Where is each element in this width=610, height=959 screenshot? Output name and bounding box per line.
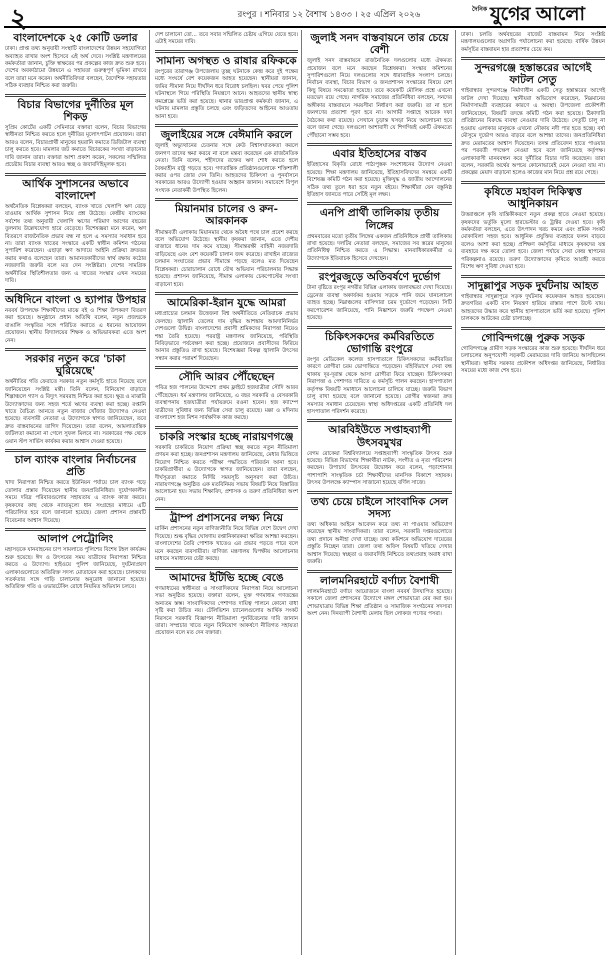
article (155, 426, 298, 505)
article-headline: আরবিইউতে সপ্তাহব্যাপী উৎসবমুখর (328, 424, 431, 449)
article-body: লালমনিরহাটে বর্ণাঢ্য আয়োজনে বাংলা নববর্ষ উদযাপিত হয়েছে। সকালে জেলা প্রশাসনের উদ্যোগে মঙ্গল শোভাযাত্রা বের করা হয়। শোভাযাত্রায় বিভিন্ন শিক্ষা প্রতিষ্ঠান ও সামাজিক সংগঠনের সদস্যরা অংশ নেন। দিনব্যাপী বৈশাখী মেলায় ছিল লোকজ পণ্যের পসরা। (307, 588, 452, 618)
article-headline: জুলাইয়ের সঙ্গে বেঈমানি করলে (160, 129, 293, 142)
article-body: পবিত্র হজ পালনের উদ্দেশ্যে প্রথম ফ্লাইটে হজযাত্রীরা সৌদি আরব পৌঁছেছেন। ধর্ম মন্ত্রণালয় জানিয়েছে, এ বছর সরকারি ও বেসরকারি ব্যবস্থাপনায় হজযাত্রীরা পর্যায়ক্রমে রওনা হবেন। হজ ক্যাম্পে যাত্রীদের সুবিধার জন্য বিভিন্ন সেবা চালু রয়েছে। মক্কা ও মদিনায় বাংলাদেশ হজ মিশন সার্বক্ষণিক কাজ করছে। (155, 385, 298, 422)
article-headline: বিচার বিভাগের দুর্নীতির মূল শিকড় (17, 98, 134, 123)
article-headline: তথ্য চেয়ে চাইলে সাংবাদিক সেল সদস্য (310, 495, 449, 520)
article-body: খাদ্য নিরাপত্তা নিশ্চিত করতে ইউনিয়ন পর্যায়ে চাল ব্যাংক গড়ে তোলার প্রস্তাব দিয়েছেন স্থানীয় জনপ্রতিনিধিরা। দুর্যোগকালীন সময়ে দরিদ্র পরিবারগুলোর সহায়তায় এ ব্যাংক কাজ করবে। কৃষকদের কাছ থেকে ন্যায্যমূল্যে ধান সংগ্রহের মাধ্যমে এটি পরিচালিত হবে বলে জানানো হয়েছে। জেলা প্রশাসন প্রস্তাবটি বিবেচনার আশ্বাস দিয়েছে। (5, 480, 146, 524)
article (5, 449, 146, 525)
article-body: তথ্য অধিকার আইনে আবেদন করে তথ্য না পাওয়ার অভিযোগ করেছেন স্থানীয় সাংবাদিকরা। তারা বলেন, সরকারি দপ্তরগুলোতে তথ্য প্রদানে অনীহা দেখা যাচ্ছে। তথ্য কমিশনে অভিযোগ দায়েরের প্রস্তুতি নিচ্ছেন তারা। জেলা তথ্য অফিস বিষয়টি খতিয়ে দেখার আশ্বাস দিয়েছে। স্বচ্ছতা ও জবাবদিহি নিশ্চিতে তথ্যপ্রবাহ অবাধ রাখা জরুরি। (307, 521, 452, 566)
article (155, 292, 298, 363)
article (307, 326, 452, 417)
article-body: মহাসড়কে যানবাহনের চাপ সামলাতে পুলিশের বিশেষ টহল কার্যক্রম শুরু হয়েছে। ঈদ ও উৎসবের সময় যাত্রীদের নিরাপত্তা নিশ্চিত করতে এ উদ্যোগ। হাইওয়ে পুলিশ জানিয়েছে, দুর্ঘটনাপ্রবণ এলাকাগুলোতে অতিরিক্ত সদস্য মোতায়েন করা হয়েছে। চালকদের সতর্কতার সঙ্গে গাড়ি চালানোর অনুরোধ জানানো হয়েছে। অতিরিক্ত গতি ও ওভারটেকিং রোধে নিয়মিত অভিযান চলবে। (5, 547, 146, 591)
masthead (4, 2, 606, 34)
article-headline: চিকিৎসকদের কর্মবিরতিতে ভোগান্তি রংপুরে (325, 330, 434, 355)
article-headline: বাংলাদেশকে ২৫ কোটি ডলার (13, 32, 138, 44)
article-headline: গোবিন্দগঞ্জে পুরুক সড়ক (481, 331, 585, 344)
article (155, 507, 298, 563)
brand-prefix: দৈনিক (472, 6, 488, 13)
article-headline: সৌদি আরব পৌঁছেছেন (178, 371, 275, 384)
newspaper-logo (472, 2, 602, 24)
article-body: সুপ্রিম কোর্টের একটি সেমিনারে বক্তারা বলেন, বিচার বিভাগের স্বাধীনতা নিশ্চিত করতে হলে দুর্নীতির মূলোৎপাটন প্রয়োজন। তারা আরও বলেন, বিচারপ্রার্থী মানুষের হয়রানি কমাতে ডিজিটাল ব্যবস্থা চালু করতে হবে। মামলার জট কমাতে বিচারকের সংখ্যা বাড়ানোর দাবি জানান তারা। বক্তারা আশা প্রকাশ করেন, সকলের সম্মিলিত প্রচেষ্টায় বিচার ব্যবস্থা আরও স্বচ্ছ ও জবাবদিহিমূলক হবে। (5, 124, 146, 169)
article-body: সরকারি চাকরিতে নিয়োগ প্রক্রিয়া স্বচ্ছ করতে নতুন নীতিমালা প্রণয়ন করা হচ্ছে। জনপ্রশাসন মন্ত্রণালয় জানিয়েছে, মেধার ভিত্তিতে নিয়োগ নিশ্চিত করতে পরীক্ষা পদ্ধতিতে পরিবর্তন আনা হবে। চাকরিপ্রার্থীরা এ উদ্যোগকে স্বাগত জানিয়েছেন। তারা বলছেন, দীর্ঘসূত্রতা কমাতে নির্দিষ্ট সময়সূচি অনুসরণ করা উচিত। নারায়ণগঞ্জে অনুষ্ঠিত এক মতবিনিময় সভায় বিষয়টি নিয়ে বিস্তারিত আলোচনা হয়। সভায় শিক্ষাবিদ, প্রশাসক ও তরুণ প্রতিনিধিরা অংশ নেন। (155, 444, 298, 503)
article (307, 32, 452, 140)
article-body: ঢাকা। চলতি অর্থবছরের বাজেট বাস্তবায়ন নিয়ে সংশ্লিষ্ট মন্ত্রণালয়গুলোর অগ্রগতি পর্যালোচনা করা হয়েছে। বার্ষিক উন্নয়ন কর্মসূচির বাস্তবায়ন হার প্রত্যাশার চেয়ে কম। (461, 32, 605, 53)
article-body: উত্তরাঞ্চলে কৃষি যান্ত্রিকীকরণে নতুন প্রকল্প হাতে নেওয়া হয়েছে। কৃষকদের ভর্তুকি মূল্যে হারভেস্টার ও ট্রাক্টর দেওয়া হবে। কৃষি কর্মকর্তারা বলছেন, এতে উৎপাদন খরচ কমবে এবং শ্রমিক সংকট মোকাবিলা সহজ হবে। আধুনিক প্রযুক্তির ব্যবহারে ফলন বাড়বে বলেও আশা করা হচ্ছে। প্রশিক্ষণ কর্মসূচির মাধ্যমে কৃষকদের যন্ত্র ব্যবহারে দক্ষ করে তোলা হবে। জেলা পর্যায়ে সেবা কেন্দ্র স্থাপনের পরিকল্পনাও রয়েছে। তরুণ উদ্যোক্তাদের কৃষিতে আগ্রহী করতে বিশেষ ঋণ সুবিধা দেওয়া হবে। (461, 212, 605, 271)
article-body: গাইবান্ধার সুন্দরগঞ্জে নির্মাণাধীন একটি সেতু হস্তান্তরের আগেই ফাটল দেখা দিয়েছে। স্থানীয়রা অভিযোগ করেছেন, নিম্নমানের নির্মাণসামগ্রী ব্যবহারের কারণে এ অবস্থা। উপজেলা প্রকৌশলী জানিয়েছেন, বিষয়টি তদন্তে কমিটি গঠন করা হয়েছে। ঠিকাদারি প্রতিষ্ঠানের বিরুদ্ধে ব্যবস্থা নেওয়ার দাবি উঠেছে। সেতুটি চালু না হওয়ায় এলাকার মানুষকে এখনো নৌকায় নদী পার হতে হচ্ছে। বর্ষা মৌসুমে দুর্ভোগ আরও বাড়বে বলে আশঙ্কা তাদের। জনপ্রতিনিধিরা দ্রুত মেরামতের আশ্বাস দিয়েছেন। তদন্ত প্রতিবেদন হাতে পাওয়ার পর পরবর্তী পদক্ষেপ নেওয়া হবে বলে জানিয়েছে কর্তৃপক্ষ। এলাকাবাসী মানববন্ধন করে দুর্নীতির বিচার দাবি করেছেন। তারা বলেন, সরকারি অর্থের অপচয় কোনোভাবেই মেনে নেওয়া যায় না। প্রকল্পের মেয়াদ বাড়ানো হলেও কাজের মান নিয়ে প্রশ্ন রয়ে গেছে। (461, 88, 605, 177)
column-2 (152, 30, 302, 955)
article-body: গোবিন্দগঞ্জে গ্রামীণ সড়ক সংস্কারের কাজ শুরু হয়েছে। দীর্ঘদিন ধরে চলাচলের অনুপযোগী সড়কটি মেরামতের দাবি জানিয়ে আসছিলেন স্থানীয়রা। স্থানীয় সরকার প্রকৌশল অধিদপ্তর জানিয়েছে, নির্ধারিত সময়ের মধ্যে কাজ শেষ হবে। (461, 345, 605, 374)
article-headline: লালমনিরহাটে বর্ণাঢ্য বৈশাখী (320, 574, 439, 587)
article (307, 143, 452, 199)
article (5, 173, 146, 286)
article (5, 528, 146, 592)
article-body: মধ্যপ্রাচ্যের চলমান উত্তেজনা বিশ্ব অর্থনীতিতে নেতিবাচক প্রভাব ফেলছে। জ্বালানি তেলের দাম বৃদ্ধির আশঙ্কায় আমদানিনির্ভর দেশগুলো উদ্বিগ্ন। বাংলাদেশের প্রবাসী শ্রমিকদের নিরাপত্তা নিয়েও শঙ্কা তৈরি হয়েছে। পররাষ্ট্র মন্ত্রণালয় জানিয়েছে, পরিস্থিতি নিবিড়ভাবে পর্যবেক্ষণ করা হচ্ছে। প্রয়োজনে প্রবাসীদের ফিরিয়ে আনার প্রস্তুতিও রাখা হয়েছে। বিশেষজ্ঞরা বিকল্প জ্বালানি উৎসের সন্ধান করার পরামর্শ দিয়েছেন। (155, 311, 298, 362)
dateline: রংপুর । শনিবার ১২ বৈশাখ ১৪৩৩ । ২৫ এপ্রিল ২০২৬ (237, 10, 421, 20)
article-headline: সাদুল্লাপুর সড়ক দুর্ঘটনায় আহত (467, 279, 599, 292)
article (155, 32, 298, 47)
article-body: অর্থনীতির গতি ফেরাতে সরকার নতুন কর্মসূচি হাতে নিয়েছে বলে জানিয়েছেন সংশ্লিষ্ট মন্ত্রী। তিনি বলেন, বিনিয়োগ বাড়াতে শিল্পাঞ্চলে গ্যাস ও বিদ্যুৎ সরবরাহ নিশ্চিত করা হবে। ক্ষুদ্র ও মাঝারি উদ্যোক্তাদের জন্য সহজ শর্তে ঋণের ব্যবস্থা করা হচ্ছে। রপ্তানি খাতে বৈচিত্র্য আনতে নতুন বাজার খোঁজার উদ্যোগও নেওয়া হয়েছে। ব্যবসায়ী নেতারা এ উদ্যোগকে স্বাগত জানিয়েছেন, তবে দ্রুত বাস্তবায়নের তাগিদ দিয়েছেন। তারা বলেন, আমলাতান্ত্রিক জটিলতা কমানো না গেলে সুফল মিলবে না। সরকারের পক্ষ থেকে ওয়ান স্টপ সার্ভিস কার্যকর করার আশ্বাস দেওয়া হয়েছে। (5, 379, 146, 445)
article (5, 348, 146, 446)
article-body: নববর্ষ উপলক্ষে শিক্ষার্থীদের মাঝে বই ও শিক্ষা উপকরণ বিতরণ করা হয়েছে। অনুষ্ঠানে প্রধান অতিথি বলেন, নতুন প্রজন্মকে বাঙালি সংস্কৃতির সঙ্গে পরিচিত করাতে এ ধরনের আয়োজন প্রয়োজন। স্থানীয় বিদ্যালয়ের শিক্ষক ও অভিভাবকরা এতে অংশ নেন। (5, 307, 146, 344)
article (155, 50, 298, 121)
article (5, 32, 146, 91)
column-1 (2, 30, 150, 955)
article-headline: সরকার নতুন করে 'চাকা ঘুরিয়েছে' (25, 353, 126, 378)
article (307, 491, 452, 567)
column-4 (458, 30, 608, 955)
article (461, 275, 605, 324)
article-headline: চাকরি সংস্কার হচ্ছে নারায়ণগঞ্জে (159, 430, 294, 443)
article-body: প্রথমবারের মতো তৃতীয় লিঙ্গের একজন প্রতিনিধিকে প্রার্থী তালিকায় রাখা হয়েছে। দলটির নেতারা বলছেন, সমাজের সব স্তরের মানুষের প্রতিনিধিত্ব নিশ্চিত করতে এ সিদ্ধান্ত। মানবাধিকারকর্মীরা এ উদ্যোগকে ইতিবাচক হিসেবে দেখছেন। (307, 233, 452, 262)
article (461, 32, 605, 54)
article (155, 198, 298, 289)
brand-name: যুগের আলো (490, 3, 585, 25)
article (307, 419, 452, 487)
article (155, 124, 298, 195)
article-headline: সামান্য অগস্থত ও রাষার রফিককে (156, 54, 297, 67)
article (461, 181, 605, 272)
article-headline: রংপুরজুড়ে অতিবর্ষণে দুর্ভোগ (318, 271, 441, 284)
article-body: গণমাধ্যমের স্বাধীনতা ও সাংবাদিকদের নিরাপত্তা নিয়ে আলোচনা সভা অনুষ্ঠিত হয়েছে। বক্তারা বলেন, মুক্ত গণমাধ্যম গণতন্ত্রের অন্যতম স্তম্ভ। সাংবাদিকদের পেশাগত দায়িত্ব পালনে কোনো বাধা সৃষ্টি করা উচিত নয়। টেলিভিশন চ্যানেলগুলোর আর্থিক সংকট নিরসনে সরকারি বিজ্ঞাপন নীতিমালা পুনর্বিবেচনার দাবি জানান তারা। সম্প্রচার খাতে নতুন বিনিয়োগ আকর্ষণে নীতিগত সহায়তা প্রয়োজন বলে মত দেন বক্তারা। (155, 585, 298, 637)
page-number: ২ (10, 4, 27, 34)
article-body: রংপুর মেডিকেল কলেজ হাসপাতালে চিকিৎসকদের কর্মবিরতির কারণে রোগীরা চরম ভোগান্তিতে পড়েছেন। বহির্বিভাগে সেবা বন্ধ থাকায় দূর-দূরান্ত থেকে আসা রোগীরা ফিরে যাচ্ছেন। চিকিৎসকরা নিরাপত্তা ও পেশাগত দাবিতে এ কর্মসূচি পালন করছেন। হাসপাতাল কর্তৃপক্ষ বিষয়টি সমাধানে আলোচনা চালিয়ে যাচ্ছে। জরুরি বিভাগ চালু রাখা হয়েছে বলে জানানো হয়েছে। রোগীর স্বজনরা দ্রুত সমস্যার সমাধান চেয়েছেন। স্বাস্থ্য অধিদপ্তরের একটি প্রতিনিধি দল হাসপাতাল পরিদর্শন করেছে। (307, 356, 452, 415)
article (155, 567, 298, 638)
article-headline: চাল ব্যাংক বাংলার নির্বাচনের প্রতি (14, 454, 137, 479)
article-headline: সুন্দরগঞ্জে হস্তান্তরের আগেই ফাটল সেতু (474, 62, 592, 87)
article-headline: আর্থিক সুশাসনের অভাবে বাংলাদেশ (22, 177, 129, 202)
article (307, 202, 452, 263)
article (155, 366, 298, 422)
article-headline: আলাপ পেট্রোলিং (37, 533, 114, 546)
article-body: ইতিহাসের বিকৃতি রোধে পাঠ্যপুস্তক সংশোধনের উদ্যোগ নেওয়া হয়েছে। শিক্ষা মন্ত্রণালয় জানিয়েছে, ইতিহাসবিদদের সমন্বয়ে একটি বিশেষজ্ঞ কমিটি গঠন করা হয়েছে। মুক্তিযুদ্ধ ও জাতীয় আন্দোলনের সঠিক তথ্য তুলে ধরা হবে নতুন বইয়ে। শিক্ষার্থীরা যেন বস্তুনিষ্ঠ ইতিহাস জানতে পারে সেটিই মূল লক্ষ্য। (307, 162, 452, 198)
article-body: ঢাকা। প্রাপ্ত তথ্য অনুযায়ী সংস্থাটি বাংলাদেশের উন্নয়ন সহযোগিতা অব্যাহত রাখার অংশ হিসেবে এই অর্থ দেবে। সংশ্লিষ্ট মন্ত্রণালয়ের কর্মকর্তারা জানান, চুক্তি স্বাক্ষরের পর প্রকল্পের কাজ দ্রুত শুরু হবে। দেশের অবকাঠামো উন্নয়নে এ সহায়তা গুরুত্বপূর্ণ ভূমিকা রাখবে বলে তারা মনে করেন। অর্থনীতিবিদরা বলছেন, বৈদেশিক সহায়তার সঠিক ব্যবহার নিশ্চিত করা জরুরি। (5, 46, 146, 90)
article-body: সীমান্তবর্তী এলাকায় মিয়ানমার থেকে অবৈধ পথে চাল প্রবেশ করছে বলে অভিযোগ উঠেছে। স্থানীয় কৃষকরা জানান, এতে দেশীয় বাজারে ধানের দাম কমে যাচ্ছে। সীমান্তরক্ষী বাহিনী নজরদারি বাড়িয়েছে এবং বেশ কয়েকটি চালান জব্দ করেছে। রাখাইন রাজ্যের চলমান সংঘাতের প্রভাব সীমান্তে পড়ছে বলেও মত দিয়েছেন বিশ্লেষকরা। চোরাচালান রোধে যৌথ অভিযান পরিচালনার সিদ্ধান্ত হয়েছে। প্রশাসন জানিয়েছে, সীমান্ত এলাকায় চেকপোস্টের সংখ্যা বাড়ানো হবে। (155, 229, 298, 288)
article (5, 289, 146, 345)
article-headline: ট্রাম্প প্রশাসনের লক্ষ্য নিয়ে (170, 512, 283, 525)
article-body: অর্থনৈতিক বিশ্লেষকরা বলছেন, ব্যাংক খাতে খেলাপি ঋণ বেড়ে যাওয়ায় আর্থিক সুশাসন নিয়ে প্রশ্ন উঠেছে। কেন্দ্রীয় ব্যাংকের সর্বশেষ তথ্য অনুযায়ী খেলাপি ঋণের পরিমাণ আগের বছরের তুলনায় উল্লেখযোগ্য হারে বেড়েছে। বিশেষজ্ঞরা মনে করেন, ঋণ বিতরণে রাজনৈতিক প্রভাব বন্ধ না হলে এ সমস্যার সমাধান হবে না। তারা ব্যাংক খাতের সংস্কারে একটি স্বাধীন কমিশন গঠনের সুপারিশ করেছেন। এছাড়া ঋণ আদায়ে আইনি প্রক্রিয়া দ্রুততর করার কথাও বলেছেন তারা। আমানতকারীদের স্বার্থ রক্ষায় কঠোর নজরদারি জরুরি বলে মত দেন সংশ্লিষ্টরা। দেশের সামগ্রিক অর্থনীতির স্থিতিশীলতার জন্য এ খাতের সংস্কার এখন সময়ের দাবি। (5, 203, 146, 285)
article-body: রংপুরের তারাগঞ্জ উপজেলায় তুচ্ছ ঘটনাকে কেন্দ্র করে দুই পক্ষের মধ্যে সংঘর্ষে বেশ কয়েকজন আহত হয়েছেন। স্থানীয়রা জানান, জমির সীমানা নিয়ে দীর্ঘদিন ধরে বিরোধ চলছিল। খবর পেয়ে পুলিশ ঘটনাস্থলে গিয়ে পরিস্থিতি নিয়ন্ত্রণে আনে। আহতদের স্থানীয় স্বাস্থ্য কমপ্লেক্সে ভর্তি করা হয়েছে। থানার ভারপ্রাপ্ত কর্মকর্তা জানান, এ ঘটনায় মামলার প্রস্তুতি চলছে এবং জড়িতদের আইনের আওতায় আনা হবে। (155, 68, 298, 120)
article-headline: জুলাই সনদ বাস্তবায়নে তার চেয়ে বেশী (310, 32, 449, 57)
article (461, 327, 605, 376)
article-body: গাইবান্ধার সাদুল্লাপুরে সড়ক দুর্ঘটনায় কয়েকজন আহত হয়েছেন। দ্রুতগতির একটি বাস নিয়ন্ত্রণ হারিয়ে রাস্তার পাশে উল্টে যায়। আহতদের উদ্ধার করে স্থানীয় হাসপাতালে ভর্তি করা হয়েছে। পুলিশ চালককে আটকের চেষ্টা চালাচ্ছে। (461, 293, 605, 323)
article-body: দেশ চালানো তো... তবে সবার সম্মিলিত চেষ্টায় এগিয়ে যেতে হবে। এটাই সময়ের দাবি। (155, 32, 298, 46)
article-headline: অধিদিনে বাংলা ও হ্যাপার উপহার (5, 293, 146, 306)
article (5, 94, 146, 170)
article-headline: এবার ইতিহাসের বাস্তব (332, 148, 427, 161)
article-headline: এনপি প্রার্থী তালিকায় তৃতীয় লিঙ্গের (319, 207, 440, 232)
article (461, 57, 605, 178)
article (307, 266, 452, 322)
article-headline: কৃষিতে মহাবল দিকিত্বত্ত আধুনিকায়ন (484, 185, 582, 210)
article (307, 570, 452, 619)
article-body: জুলাই সনদ বাস্তবায়নে রাজনৈতিক দলগুলোর মধ্যে ঐকমত্য প্রয়োজন বলে মনে করছেন বিশ্লেষকরা। সংস্কার কমিশনের সুপারিশগুলো নিয়ে দলগুলোর সঙ্গে ধারাবাহিক সংলাপ চলছে। নির্বাচন ব্যবস্থা, বিচার বিভাগ ও জনপ্রশাসন সংস্কারের বিষয়ে বেশ কিছু বিষয়ে সমঝোতা হয়েছে। তবে কয়েকটি মৌলিক প্রশ্নে এখনো মতভেদ রয়ে গেছে। নাগরিক সমাজের প্রতিনিধিরা বলছেন, সনদের অঙ্গীকার বাস্তবায়নে সময়সীমা নির্ধারণ করা জরুরি। তা না হলে জনগণের প্রত্যাশা পূরণ হবে না। আগামী সপ্তাহে আরেক দফা বৈঠকের কথা রয়েছে। সেখানে চূড়ান্ত খসড়া নিয়ে আলোচনা হবে বলে জানা গেছে। দলগুলো আশাবাদী যে শিগগিরই একটি ঐকমত্যে পৌঁছানো সম্ভব হবে। (307, 58, 452, 139)
article-headline: মিয়ানমার চালের ও রুন-আরকানক (175, 203, 278, 228)
article-headline: আমেরিকা-ইরান যুদ্ধে আমরা (167, 297, 286, 310)
article-body: মার্কিন প্রশাসনের নতুন বাণিজ্যনীতি নিয়ে বিভিন্ন দেশে উদ্বেগ দেখা দিয়েছে। শুল্ক বৃদ্ধির ঘোষণায় রপ্তানিকারকরা ক্ষতির আশঙ্কা করছেন। বাংলাদেশের তৈরি পোশাক খাতেও এর প্রভাব পড়তে পারে বলে মনে করছেন ব্যবসায়ীরা। বাণিজ্য মন্ত্রণালয় দ্বিপক্ষীয় আলোচনার মাধ্যমে সমাধানের চেষ্টা করছে। (155, 526, 298, 563)
article-body: জুলাই অভ্যুত্থানের চেতনার সঙ্গে কেউ বিশ্বাসঘাতকতা করলে জনগণ তাদের ক্ষমা করবে না বলে মন্তব্য করেছেন এক রাজনৈতিক নেতা। তিনি বলেন, শহীদদের রক্তের ঋণ শোধ করতে হলে বৈষম্যহীন রাষ্ট্র গড়তে হবে। গণতান্ত্রিক প্রতিষ্ঠানগুলোকে শক্তিশালী করার ওপর জোর দেন তিনি। আহতদের চিকিৎসা ও পুনর্বাসনে সরকারের আরও উদ্যোগী হওয়ার আহ্বান জানান। সমাবেশে বিপুল সংখ্যক নেতাকর্মী উপস্থিত ছিলেন। (155, 143, 298, 194)
article-body: বেগম রোকেয়া বিশ্ববিদ্যালয়ে সপ্তাহব্যাপী সাংস্কৃতিক উৎসব শুরু হয়েছে। বিভিন্ন বিভাগের শিক্ষার্থীরা নাটক, সংগীত ও নৃত্য পরিবেশন করছেন। উপাচার্য উৎসবের উদ্বোধন করে বলেন, পড়াশোনার পাশাপাশি সাংস্কৃতিক চর্চা শিক্ষার্থীদের মানসিক বিকাশে সহায়ক। উৎসব উপলক্ষে ক্যাম্পাস সাজানো হয়েছে বর্ণিল সাজে। (307, 450, 452, 487)
article-headline: আমাদের ইটিভি হচ্ছে বেঙে (169, 571, 284, 584)
article-body: টানা বৃষ্টিতে রংপুর নগরীর বিভিন্ন এলাকায় জলাবদ্ধতা দেখা দিয়েছে। ড্রেনেজ ব্যবস্থা অকার্যকর হওয়ায় সড়কে পানি জমে যানচলাচল ব্যাহত হচ্ছে। নিম্নাঞ্চলের বাসিন্দারা চরম দুর্ভোগে পড়েছেন। সিটি করপোরেশন জানিয়েছে, পানি নিষ্কাশনে জরুরি পদক্ষেপ নেওয়া হয়েছে। (307, 285, 452, 322)
column-3 (304, 30, 456, 955)
